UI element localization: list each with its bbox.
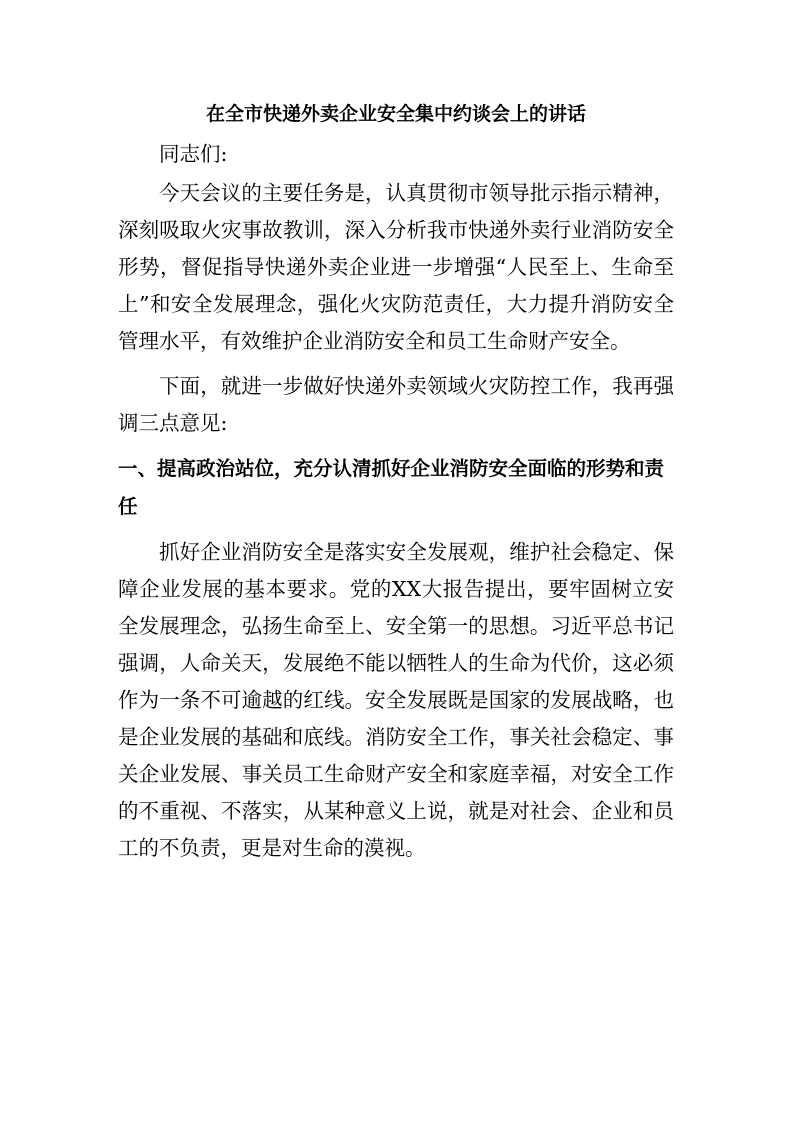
section-paragraph: 抓好企业消防安全是落实安全发展观，维护社会稳定、保障企业发展的基本要求。党的XX大报告提出，要牢固树立安全发展理念，弘扬生命至上、安全第一的思想。习近平总书记强调，人命关天，发展绝不能以牺牲人的生命为代价，这必须作为一条不可逾越的红线。安全发展既是国家的发展战略，也是企业发展的基础和底线。消防安全工作，事关社会稳定、事关企业发展、事关员工生命财产安全和家庭幸福，对安全工作的不重视、不落实，从某种意义上说，就是对社会、企业和员工的不负责，更是对生命的漠视。 — [118, 540, 674, 860]
paragraph-transition: 下面，就进一步做好快递外卖领域火灾防控工作，我再强调三点意见: — [118, 374, 674, 435]
document-title: 在全市快递外卖企业安全集中约谈会上的讲话 — [205, 103, 586, 125]
section-heading: 一、提高政治站位，充分认清抓好企业消防安全面临的形势和责任 — [118, 457, 665, 518]
salutation: 同志们: — [159, 142, 228, 166]
document-page — [118, 100, 674, 867]
paragraph-intro: 今天会议的主要任务是，认真贯彻市领导批示指示精神，深刻吸取火灾事故教训，深入分析我市快递外卖行业消防安全形势，督促指导快递外卖企业进一步增强“人民至上、生命至上”和安全发展理念，强化火灾防范责任，大力提升消防安全管理水平，有效维护企业消防安全和员工生命财产安全。 — [118, 181, 674, 353]
